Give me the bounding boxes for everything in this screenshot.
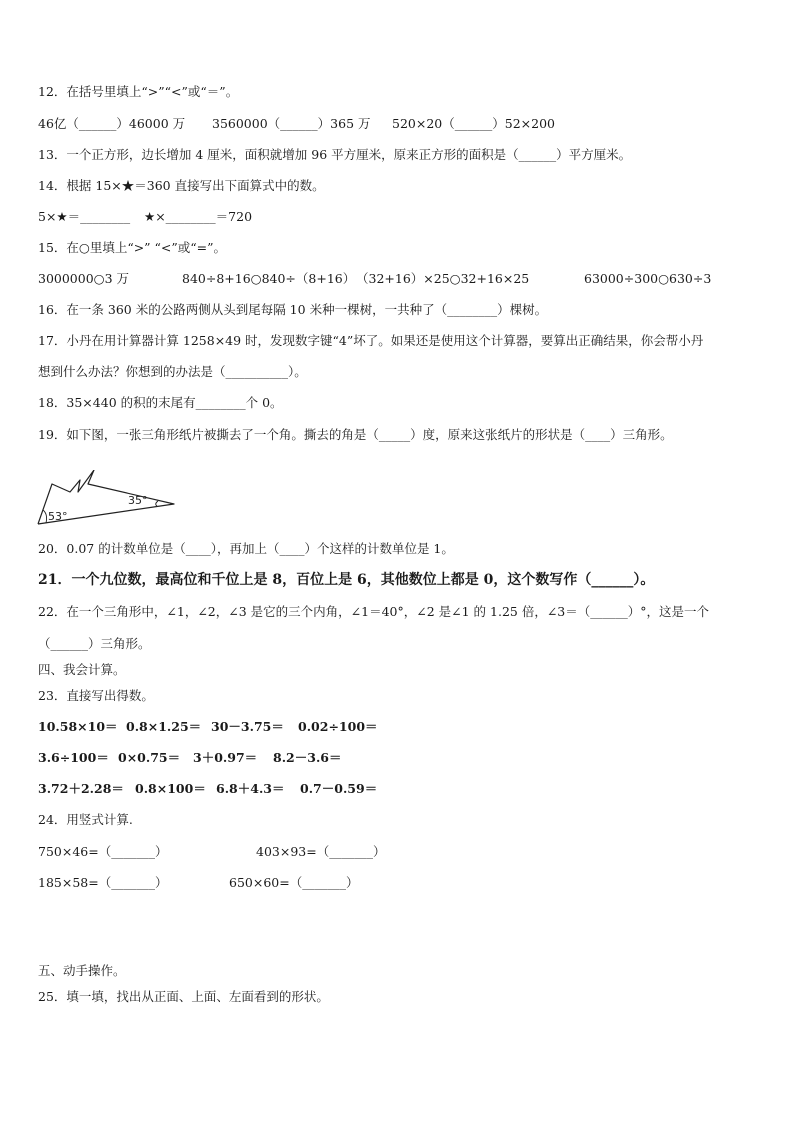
q13-text: 13．一个正方形，边长增加 4 厘米，面积就增加 96 平方厘米，原来正方形的面积是（______）平方厘米。: [38, 147, 632, 162]
section-4-title: 四、我会计算。: [38, 662, 126, 677]
q17-line-1: 17．小丹在用计算器计算 1258×49 时，发现数字键“4”坏了。如果还是使用这个计算器，要算出正确结果，你会帮小丹: [38, 333, 704, 348]
q23-r2-c3: 3＋0.97＝: [193, 750, 258, 765]
q24-item-4: 650×60=（_______）: [229, 875, 359, 890]
q12-item-1: 46亿（______）46000 万: [38, 116, 186, 131]
q18-text: 18．35×440 的积的末尾有________个 0。: [38, 395, 283, 410]
q23-title: 23．直接写出得数。: [38, 688, 154, 703]
q23-r2-c4: 8.2－3.6＝: [273, 750, 342, 765]
q22-line-1: 22．在一个三角形中，∠1，∠2，∠3 是它的三个内角，∠1＝40°，∠2 是∠1 的 1.25 倍，∠3＝（______）°，这是一个: [38, 604, 709, 619]
q23-r3-c1: 3.72＋2.28＝: [38, 781, 124, 796]
q14-title: 14．根据 15×★＝360 直接写出下面算式中的数。: [38, 178, 325, 193]
q23-r3-c2: 0.8×100＝: [135, 781, 206, 796]
angle-label-right: 35°: [128, 494, 148, 507]
q15-item-2: 840÷8+16○840÷（8+16）: [182, 271, 356, 286]
q19-text: 19．如下图，一张三角形纸片被撕去了一个角。撕去的角是（_____）度，原来这张纸片的形状是（____）三角形。: [38, 427, 673, 442]
q24-item-1: 750×46=（_______）: [38, 844, 168, 859]
q15-item-3: （32+16）×25○32+16×25: [356, 271, 530, 286]
q15-title: 15．在○里填上“>” “<”或“=”。: [38, 240, 227, 255]
q23-r3-c4: 0.7－0.59＝: [300, 781, 378, 796]
q14-item-1: 5×★＝________: [38, 209, 131, 224]
q20-text: 20．0.07 的计数单位是（____），再加上（____）个这样的计数单位是 1。: [38, 541, 454, 556]
q24-title: 24．用竖式计算.: [38, 812, 133, 827]
q23-r1-c3: 30－3.75＝: [211, 719, 284, 734]
q15-item-1: 3000000○3 万: [38, 271, 130, 286]
section-5-title: 五、动手操作。: [38, 963, 126, 978]
angle-arc-left: [43, 510, 47, 523]
q14-item-2: ★×________＝720: [144, 209, 253, 224]
q24-item-3: 185×58=（_______）: [38, 875, 168, 890]
q23-r3-c3: 6.8＋4.3＝: [216, 781, 285, 796]
angle-label-left: 53°: [48, 510, 68, 523]
q16-text: 16．在一条 360 米的公路两侧从头到尾每隔 10 米种一棵树，一共种了（________）棵树。: [38, 302, 548, 317]
q23-r2-c2: 0×0.75＝: [118, 750, 181, 765]
q22-line-2: （______）三角形。: [38, 636, 151, 651]
q23-r2-c1: 3.6÷100＝: [38, 750, 109, 765]
torn-triangle-figure: [34, 470, 180, 530]
q21-text: 21．一个九位数，最高位和千位上是 8，百位上是 6，其他数位上都是 0，这个数写作（______）。: [38, 572, 655, 588]
q25-text: 25．填一填，找出从正面、上面、左面看到的形状。: [38, 989, 329, 1004]
q24-item-2: 403×93=（_______）: [256, 844, 386, 859]
q12-item-2: 3560000（______）365 万: [212, 116, 371, 131]
q17-line-2: 想到什么办法？你想到的办法是（__________）。: [38, 364, 307, 379]
q23-r1-c4: 0.02÷100＝: [298, 719, 378, 734]
q23-r1-c2: 0.8×1.25＝: [126, 719, 202, 734]
angle-arc-right: [156, 501, 158, 506]
q12-item-3: 520×20（______）52×200: [392, 116, 555, 131]
q23-r1-c1: 10.58×10＝: [38, 719, 118, 734]
q15-item-4: 63000÷300○630÷3: [584, 271, 712, 286]
q12-title: 12．在括号里填上“>”“<”或“＝”。: [38, 84, 239, 99]
